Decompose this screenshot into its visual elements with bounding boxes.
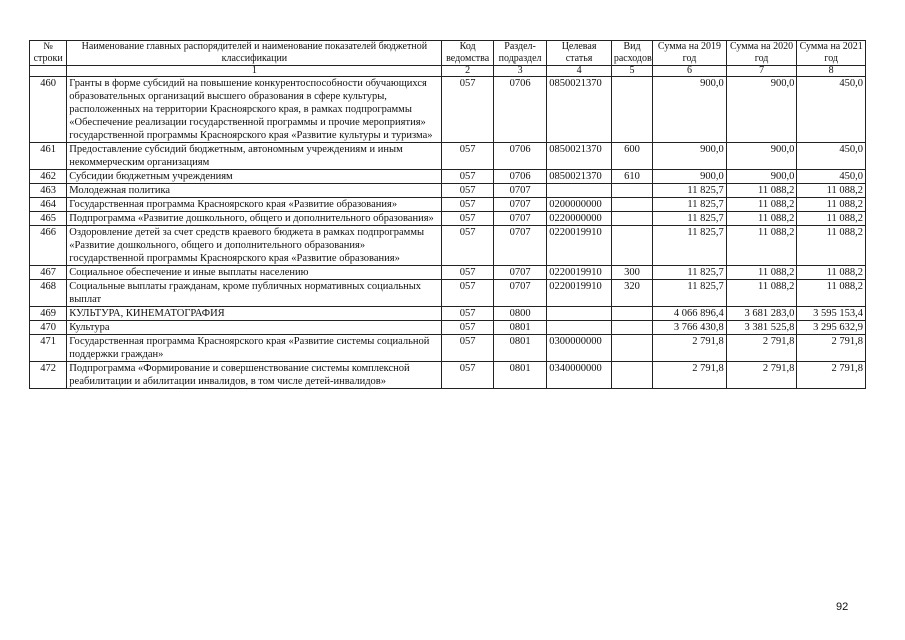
- row-amount-2021: 3 595 153,4: [797, 307, 866, 321]
- table-row: [30, 335, 866, 362]
- row-expense-type: [611, 362, 652, 389]
- row-name: Государственная программа Красноярского края «Развитие образования»: [67, 198, 442, 212]
- row-amount-2019: 11 825,7: [653, 212, 727, 226]
- row-dept-code: 057: [442, 170, 493, 184]
- row-number: 468: [30, 280, 67, 307]
- row-expense-type: 320: [611, 280, 652, 307]
- row-amount-2021: 450,0: [797, 77, 866, 143]
- row-amount-2020: 11 088,2: [726, 212, 797, 226]
- page-number: 92: [836, 601, 849, 613]
- row-amount-2020: 11 088,2: [726, 226, 797, 266]
- row-dept-code: 057: [442, 335, 493, 362]
- row-target-code: 0850021370: [547, 170, 612, 184]
- row-section-code: 0707: [493, 184, 546, 198]
- row-amount-2019: 2 791,8: [653, 362, 727, 389]
- row-name: Культура: [67, 321, 442, 335]
- header-2019: Сумма на 2019 год: [653, 41, 727, 66]
- row-number: 463: [30, 184, 67, 198]
- row-dept-code: 057: [442, 143, 493, 170]
- row-amount-2019: 900,0: [653, 170, 727, 184]
- row-expense-type: 300: [611, 266, 652, 280]
- table-row: [30, 77, 866, 143]
- column-number: 2: [442, 66, 493, 77]
- row-dept-code: 057: [442, 362, 493, 389]
- row-expense-type: [611, 335, 652, 362]
- row-target-code: [547, 321, 612, 335]
- row-amount-2020: 11 088,2: [726, 198, 797, 212]
- row-target-code: [547, 307, 612, 321]
- table-row: [30, 143, 866, 170]
- row-dept-code: 057: [442, 226, 493, 266]
- row-number: 465: [30, 212, 67, 226]
- row-number: 469: [30, 307, 67, 321]
- column-number-row: [30, 66, 866, 77]
- row-target-code: [547, 184, 612, 198]
- table-row: [30, 184, 866, 198]
- row-amount-2021: 11 088,2: [797, 280, 866, 307]
- row-number: 467: [30, 266, 67, 280]
- row-number: 464: [30, 198, 67, 212]
- row-amount-2019: 4 066 896,4: [653, 307, 727, 321]
- row-amount-2019: 11 825,7: [653, 226, 727, 266]
- row-target-code: 0340000000: [547, 362, 612, 389]
- column-number: 1: [67, 66, 442, 77]
- row-amount-2019: 900,0: [653, 143, 727, 170]
- row-amount-2021: 11 088,2: [797, 184, 866, 198]
- column-number: 4: [547, 66, 612, 77]
- row-expense-type: [611, 226, 652, 266]
- row-amount-2019: 2 791,8: [653, 335, 727, 362]
- row-section-code: 0801: [493, 335, 546, 362]
- row-name: Подпрограмма «Формирование и совершенствование системы комплексной реабилитации и абилитации инвалидов, в том числе детей-инвалидов»: [67, 362, 442, 389]
- header-row: [30, 41, 866, 66]
- row-amount-2019: 11 825,7: [653, 198, 727, 212]
- header-num: № строки: [30, 41, 67, 66]
- row-dept-code: 057: [442, 77, 493, 143]
- row-section-code: 0707: [493, 280, 546, 307]
- row-section-code: 0707: [493, 198, 546, 212]
- row-target-code: 0220000000: [547, 212, 612, 226]
- row-section-code: 0800: [493, 307, 546, 321]
- row-amount-2020: 900,0: [726, 170, 797, 184]
- row-expense-type: 610: [611, 170, 652, 184]
- row-number: 472: [30, 362, 67, 389]
- row-amount-2019: 11 825,7: [653, 280, 727, 307]
- table-row: [30, 212, 866, 226]
- table-body: [30, 77, 866, 389]
- row-target-code: 0850021370: [547, 143, 612, 170]
- table-row: [30, 198, 866, 212]
- row-dept-code: 057: [442, 184, 493, 198]
- row-target-code: 0220019910: [547, 266, 612, 280]
- row-number: 471: [30, 335, 67, 362]
- row-section-code: 0707: [493, 266, 546, 280]
- row-section-code: 0706: [493, 143, 546, 170]
- row-amount-2019: 11 825,7: [653, 266, 727, 280]
- table-row: [30, 362, 866, 389]
- row-target-code: 0220019910: [547, 226, 612, 266]
- row-number: 460: [30, 77, 67, 143]
- table-row: [30, 170, 866, 184]
- row-dept-code: 057: [442, 266, 493, 280]
- row-name: Предоставление субсидий бюджетным, автономным учреждениям и иным некоммерческим организациям: [67, 143, 442, 170]
- header-2021: Сумма на 2021 год: [797, 41, 866, 66]
- row-amount-2021: 2 791,8: [797, 335, 866, 362]
- row-target-code: 0300000000: [547, 335, 612, 362]
- row-expense-type: [611, 184, 652, 198]
- table-row: [30, 266, 866, 280]
- row-amount-2020: 2 791,8: [726, 362, 797, 389]
- row-name: Социальное обеспечение и иные выплаты населению: [67, 266, 442, 280]
- row-expense-type: [611, 321, 652, 335]
- row-name: Государственная программа Красноярского края «Развитие системы социальной поддержки граждан»: [67, 335, 442, 362]
- row-amount-2019: 900,0: [653, 77, 727, 143]
- row-name: Субсидии бюджетным учреждениям: [67, 170, 442, 184]
- row-amount-2021: 450,0: [797, 170, 866, 184]
- column-number: 6: [653, 66, 727, 77]
- row-target-code: 0220019910: [547, 280, 612, 307]
- row-amount-2021: 11 088,2: [797, 198, 866, 212]
- row-name: Подпрограмма «Развитие дошкольного, общего и дополнительного образования»: [67, 212, 442, 226]
- row-target-code: 0850021370: [547, 77, 612, 143]
- row-dept-code: 057: [442, 280, 493, 307]
- row-name: Оздоровление детей за счет средств краевого бюджета в рамках подпрограммы «Развитие дошкольного, общего и дополнительного образования» государственной программы Красноярского края «Развитие образования»: [67, 226, 442, 266]
- row-section-code: 0707: [493, 226, 546, 266]
- row-amount-2021: 11 088,2: [797, 226, 866, 266]
- row-amount-2020: 2 791,8: [726, 335, 797, 362]
- row-section-code: 0706: [493, 77, 546, 143]
- row-amount-2020: 11 088,2: [726, 280, 797, 307]
- column-number: 3: [493, 66, 546, 77]
- row-expense-type: [611, 77, 652, 143]
- row-amount-2021: 450,0: [797, 143, 866, 170]
- row-dept-code: 057: [442, 212, 493, 226]
- row-section-code: 0707: [493, 212, 546, 226]
- row-amount-2020: 900,0: [726, 143, 797, 170]
- row-expense-type: [611, 198, 652, 212]
- row-number: 461: [30, 143, 67, 170]
- header-section: Раздел-подраздел: [493, 41, 546, 66]
- row-section-code: 0706: [493, 170, 546, 184]
- row-name: КУЛЬТУРА, КИНЕМАТОГРАФИЯ: [67, 307, 442, 321]
- row-name: Гранты в форме субсидий на повышение конкурентоспособности обучающихся образовательных организаций высшего образования в сфере культуры, расположенных на территории Красноярского края, в рамках подпрограммы «Обеспечение реализации государственной программы и прочие мероприятия» государственной программы Красноярского края «Развитие культуры и туризма»: [67, 77, 442, 143]
- row-expense-type: [611, 307, 652, 321]
- header-target: Целевая статья: [547, 41, 612, 66]
- table-header: [30, 41, 866, 77]
- row-amount-2020: 11 088,2: [726, 266, 797, 280]
- row-expense-type: [611, 212, 652, 226]
- row-name: Молодежная политика: [67, 184, 442, 198]
- column-number: 8: [797, 66, 866, 77]
- row-section-code: 0801: [493, 362, 546, 389]
- column-number: [30, 66, 67, 77]
- row-expense-type: 600: [611, 143, 652, 170]
- row-amount-2019: 11 825,7: [653, 184, 727, 198]
- row-number: 466: [30, 226, 67, 266]
- row-amount-2020: 11 088,2: [726, 184, 797, 198]
- row-target-code: 0200000000: [547, 198, 612, 212]
- row-section-code: 0801: [493, 321, 546, 335]
- row-amount-2021: 3 295 632,9: [797, 321, 866, 335]
- row-amount-2021: 11 088,2: [797, 266, 866, 280]
- row-name: Социальные выплаты гражданам, кроме публичных нормативных социальных выплат: [67, 280, 442, 307]
- budget-table: [29, 40, 866, 389]
- row-dept-code: 057: [442, 307, 493, 321]
- row-amount-2019: 3 766 430,8: [653, 321, 727, 335]
- table-row: [30, 321, 866, 335]
- table-row: [30, 280, 866, 307]
- row-dept-code: 057: [442, 198, 493, 212]
- header-name: Наименование главных распорядителей и наименование показателей бюджетной классификации: [67, 41, 442, 66]
- row-amount-2020: 3 681 283,0: [726, 307, 797, 321]
- column-number: 5: [611, 66, 652, 77]
- row-amount-2021: 11 088,2: [797, 212, 866, 226]
- row-number: 470: [30, 321, 67, 335]
- row-amount-2020: 900,0: [726, 77, 797, 143]
- row-amount-2021: 2 791,8: [797, 362, 866, 389]
- header-dept: Код ведомства: [442, 41, 493, 66]
- row-dept-code: 057: [442, 321, 493, 335]
- row-number: 462: [30, 170, 67, 184]
- header-exptype: Вид расходов: [611, 41, 652, 66]
- table-row: [30, 307, 866, 321]
- table-row: [30, 226, 866, 266]
- header-2020: Сумма на 2020 год: [726, 41, 797, 66]
- row-amount-2020: 3 381 525,8: [726, 321, 797, 335]
- column-number: 7: [726, 66, 797, 77]
